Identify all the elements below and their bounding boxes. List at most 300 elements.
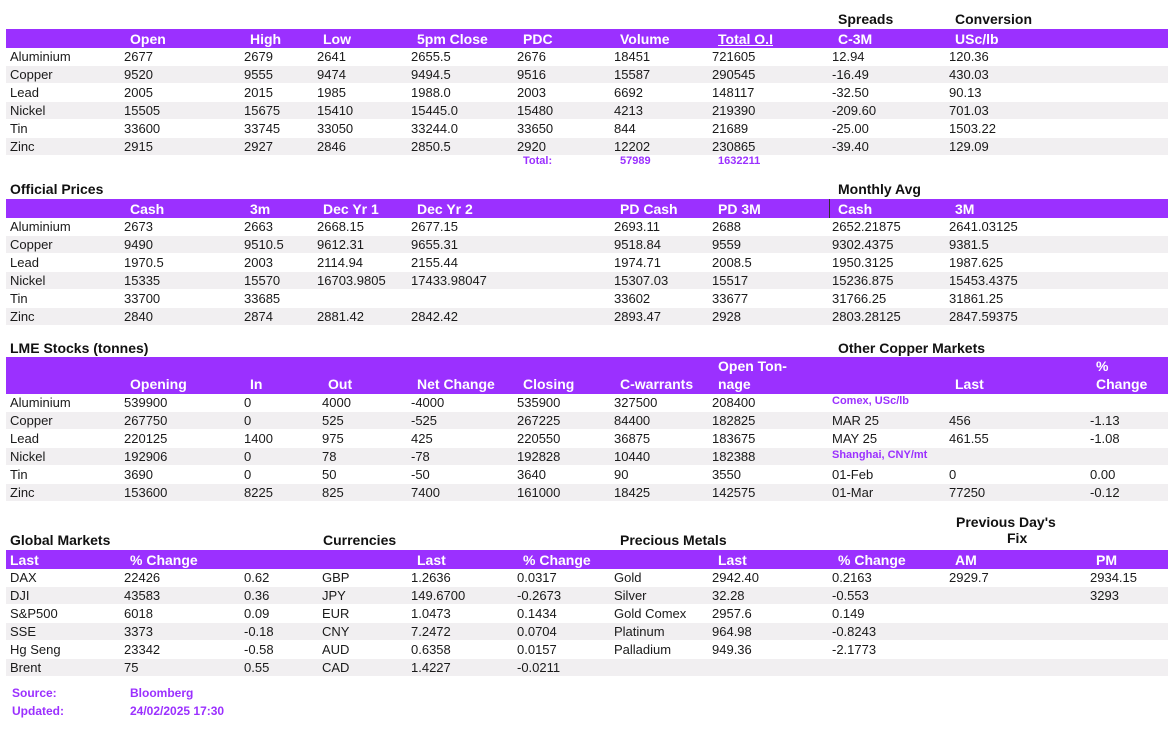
table-cell: -0.553 (832, 588, 869, 603)
table-cell: 2957.6 (712, 606, 752, 621)
col-pd-3m: PD 3M (718, 201, 761, 217)
copper-last: 77250 (949, 485, 986, 500)
col-monthly-cash: Cash (838, 201, 873, 217)
col-high: High (250, 31, 282, 47)
table-cell: 10440 (614, 449, 651, 464)
table-cell: 2676 (517, 49, 546, 64)
table-cell: 2874 (244, 309, 273, 324)
lme-stocks-title: LME Stocks (tonnes) (10, 340, 149, 356)
table-cell: 33677 (712, 291, 749, 306)
table-cell: 2641 (317, 49, 346, 64)
table-cell: 219390 (712, 103, 756, 118)
table-cell: 2840 (124, 309, 153, 324)
table-cell: 2003 (517, 85, 546, 100)
col-copper-last: Last (955, 376, 984, 392)
table-cell: 8225 (244, 485, 273, 500)
table-cell: 1503.22 (949, 121, 996, 136)
table-cell: 120.36 (949, 49, 989, 64)
official-header-band (6, 199, 1168, 218)
table-cell: 2693.11 (614, 219, 661, 234)
table-cell: 1974.71 (614, 255, 661, 270)
stocks-header-band (6, 357, 1168, 394)
table-row (6, 394, 1168, 411)
table-row (6, 659, 1168, 676)
table-cell: 2920 (517, 139, 546, 154)
table-cell: 2927 (244, 139, 273, 154)
col-c-warrants: C-warrants (620, 376, 694, 392)
copper-last: 461.55 (949, 431, 989, 446)
table-cell: -0.18 (244, 624, 274, 639)
table-cell: 22426 (124, 570, 161, 585)
table-cell: CNY (322, 624, 350, 639)
table-cell: 31861.25 (949, 291, 1004, 306)
table-cell: 9381.5 (949, 237, 989, 252)
col-dec-yr1: Dec Yr 1 (323, 201, 379, 217)
metal-name: Tin (10, 121, 28, 136)
table-cell: 15675 (244, 103, 281, 118)
table-cell: 3373 (124, 624, 153, 639)
table-cell: 15587 (614, 67, 651, 82)
table-cell: 15505 (124, 103, 161, 118)
table-row (6, 308, 1168, 325)
table-cell: 2008.5 (712, 255, 752, 270)
table-cell: 2677.15 (411, 219, 458, 234)
table-cell: 3690 (124, 467, 153, 482)
table-cell: -0.8243 (832, 624, 877, 639)
table-cell: 33685 (244, 291, 281, 306)
table-cell: 78 (322, 449, 337, 464)
table-cell: 2655.5 (411, 49, 451, 64)
table-cell: 84400 (614, 413, 651, 428)
col-cash: Cash (130, 201, 165, 217)
table-cell: 15236.875 (832, 273, 894, 288)
table-cell: 2679 (244, 49, 273, 64)
table-cell: 3293 (1090, 588, 1119, 603)
col-currency-last: Last (417, 552, 446, 568)
table-cell: 220125 (124, 431, 168, 446)
table-cell: 267225 (517, 413, 561, 428)
table-cell: 9518.84 (614, 237, 661, 252)
col-pdc: PDC (523, 31, 553, 47)
table-cell: Palladium (614, 642, 672, 657)
col-in: In (250, 376, 263, 392)
table-cell: 142575 (712, 485, 756, 500)
table-cell: 12202 (614, 139, 651, 154)
table-cell: 220550 (517, 431, 561, 446)
table-cell: EUR (322, 606, 350, 621)
source-label: Source: (12, 686, 57, 700)
metal-name: Tin (10, 291, 28, 306)
table-cell: 21689 (712, 121, 749, 136)
table-cell: 2652.21875 (832, 219, 901, 234)
table-cell: 0.2163 (832, 570, 872, 585)
global-header-band (6, 550, 1168, 569)
table-cell: 2928 (712, 309, 741, 324)
metal-name: Aluminium (10, 395, 71, 410)
table-cell: 15480 (517, 103, 554, 118)
col-c-3m: C-3M (838, 31, 873, 47)
col-total-oi: Total O.I (718, 31, 773, 47)
table-cell: 2015 (244, 85, 273, 100)
table-cell: 161000 (517, 485, 561, 500)
table-cell: 0.62 (244, 570, 270, 585)
col-open-tonnage-1: Open Ton- (718, 358, 787, 374)
table-cell: 9510.5 (244, 237, 284, 252)
table-cell: 2668.15 (317, 219, 364, 234)
col-low: Low (323, 31, 351, 47)
table-cell: 2677 (124, 49, 153, 64)
table-row (6, 102, 1168, 119)
table-cell: 2663 (244, 219, 273, 234)
col-closing: Closing (523, 376, 575, 392)
table-cell: DJI (10, 588, 30, 603)
col-5pm-close: 5pm Close (417, 31, 488, 47)
table-cell: 1.2636 (411, 570, 451, 585)
table-cell: 4213 (614, 103, 643, 118)
table-cell: 192828 (517, 449, 561, 464)
table-cell: 18425 (614, 485, 651, 500)
table-cell: 9520 (124, 67, 153, 82)
table-row (6, 569, 1168, 586)
table-cell: 182825 (712, 413, 756, 428)
table-cell: 0.0704 (517, 624, 557, 639)
table-cell: 33700 (124, 291, 161, 306)
table-row (6, 290, 1168, 307)
prev-day-fix-title-2: Fix (1007, 530, 1028, 546)
table-cell: 15410 (317, 103, 354, 118)
table-cell: -0.0211 (517, 660, 561, 675)
metal-name: Lead (10, 431, 39, 446)
table-cell: Hg Seng (10, 642, 61, 657)
metal-name: Zinc (10, 485, 35, 500)
table-cell: 2842.42 (411, 309, 458, 324)
copper-last: 0 (949, 467, 957, 482)
table-cell: 7400 (411, 485, 440, 500)
col-copper-pct-1: % (1096, 358, 1109, 374)
table-cell: 12.94 (832, 49, 865, 64)
table-cell: 2929.7 (949, 570, 989, 585)
table-cell: 1985 (317, 85, 346, 100)
metal-name: Lead (10, 85, 39, 100)
col-out: Out (328, 376, 353, 392)
table-cell: 701.03 (949, 103, 989, 118)
table-cell: 230865 (712, 139, 756, 154)
table-row (6, 484, 1168, 501)
metal-name: Nickel (10, 273, 46, 288)
table-cell: 1987.625 (949, 255, 1004, 270)
table-cell: 6692 (614, 85, 643, 100)
total-volume: 57989 (620, 155, 651, 167)
table-cell: 43583 (124, 588, 161, 603)
table-cell: 0 (244, 413, 252, 428)
global-markets-title: Global Markets (10, 532, 111, 548)
table-cell: 0.6358 (411, 642, 451, 657)
table-cell: 32.28 (712, 588, 745, 603)
table-cell: SSE (10, 624, 37, 639)
table-cell: 15445.0 (411, 103, 458, 118)
col-global-last: Last (10, 552, 39, 568)
table-cell: S&P500 (10, 606, 58, 621)
table-cell: 1.4227 (411, 660, 451, 675)
table-cell: 23342 (124, 642, 161, 657)
col-copper-pct-2: Change (1096, 376, 1148, 392)
col-dec-yr2: Dec Yr 2 (417, 201, 473, 217)
col-currency-change: % Change (523, 552, 591, 568)
table-cell: 2847.59375 (949, 309, 1018, 324)
table-cell: 4000 (322, 395, 351, 410)
table-cell: 535900 (517, 395, 561, 410)
table-cell: 15517 (712, 273, 749, 288)
table-cell: 949.36 (712, 642, 752, 657)
table-cell: 15335 (124, 273, 161, 288)
spreads-title: Spreads (838, 11, 894, 27)
table-cell: 1400 (244, 431, 273, 446)
table-cell: 6018 (124, 606, 153, 621)
table-cell: Gold (614, 570, 642, 585)
table-cell: 90.13 (949, 85, 982, 100)
col-pd-cash: PD Cash (620, 201, 678, 217)
table-cell: 2846 (317, 139, 346, 154)
table-cell: 0.1434 (517, 606, 557, 621)
table-cell: 2641.03125 (949, 219, 1018, 234)
table-cell: 0 (244, 467, 252, 482)
table-cell: 539900 (124, 395, 168, 410)
table-cell: 31766.25 (832, 291, 887, 306)
table-cell: 0.0317 (517, 570, 557, 585)
col-global-change: % Change (130, 552, 198, 568)
prev-day-fix-title-1: Previous Day's (956, 514, 1056, 530)
table-cell: -78 (411, 449, 430, 464)
table-cell: 525 (322, 413, 344, 428)
table-cell: Gold Comex (614, 606, 687, 621)
table-cell: 2893.47 (614, 309, 661, 324)
table-row (6, 430, 1168, 447)
table-row (6, 84, 1168, 101)
table-cell: 0 (244, 449, 252, 464)
col-volume: Volume (620, 31, 670, 47)
table-cell: 153600 (124, 485, 168, 500)
table-cell: 1.0473 (411, 606, 451, 621)
table-cell: 2942.40 (712, 570, 759, 585)
metal-name: Aluminium (10, 49, 71, 64)
table-row (6, 448, 1168, 465)
table-cell: 2688 (712, 219, 741, 234)
market-section-label: Comex, USc/lb (832, 395, 910, 407)
table-cell: -525 (411, 413, 438, 428)
monthly-avg-title: Monthly Avg (838, 181, 921, 197)
table-cell: 2915 (124, 139, 153, 154)
metal-name: Lead (10, 255, 39, 270)
table-cell: -39.40 (832, 139, 869, 154)
metal-name: Copper (10, 413, 53, 428)
copper-change: -0.12 (1090, 485, 1120, 500)
table-row (6, 641, 1168, 658)
updated-label: Updated: (12, 704, 64, 718)
table-row (6, 48, 1168, 65)
col-monthly-3m: 3M (955, 201, 975, 217)
table-cell: 721605 (712, 49, 756, 64)
metal-name: Zinc (10, 309, 35, 324)
col-opening: Opening (130, 376, 187, 392)
contract-label: 01-Feb (832, 467, 874, 482)
other-copper-title: Other Copper Markets (838, 340, 986, 356)
table-cell: 17433.98047 (411, 273, 487, 288)
table-cell: 2003 (244, 255, 273, 270)
table-cell: -209.60 (832, 103, 877, 118)
table-cell: 267750 (124, 413, 168, 428)
table-cell: 15570 (244, 273, 281, 288)
table-cell: 2673 (124, 219, 153, 234)
table-cell: AUD (322, 642, 350, 657)
copper-change: -1.13 (1090, 413, 1120, 428)
col-usc-lb: USc/lb (955, 31, 999, 47)
table-cell: 9612.31 (317, 237, 364, 252)
table-cell: 9516 (517, 67, 546, 82)
table-cell: 129.09 (949, 139, 989, 154)
col-net-change: Net Change (417, 376, 495, 392)
table-cell: Platinum (614, 624, 665, 639)
table-cell: 33650 (517, 121, 554, 136)
table-cell: 2881.42 (317, 309, 364, 324)
table-cell: 844 (614, 121, 636, 136)
table-row (6, 218, 1168, 235)
table-cell: 2934.15 (1090, 570, 1137, 585)
table-cell: 15453.4375 (949, 273, 1018, 288)
table-row (6, 138, 1168, 155)
table-row (6, 587, 1168, 604)
table-cell: 149.6700 (411, 588, 466, 603)
table-cell: 290545 (712, 67, 756, 82)
source-value: Bloomberg (130, 686, 194, 700)
table-cell: 1970.5 (124, 255, 164, 270)
table-cell: -32.50 (832, 85, 869, 100)
table-cell: 16703.9805 (317, 273, 386, 288)
col-fix-pm: PM (1096, 552, 1117, 568)
precious-metals-title: Precious Metals (620, 532, 727, 548)
conversion-title: Conversion (955, 11, 1033, 27)
table-cell: 9302.4375 (832, 237, 894, 252)
table-cell: 964.98 (712, 624, 752, 639)
col-3m: 3m (250, 201, 271, 217)
table-cell: 33745 (244, 121, 281, 136)
table-row (6, 272, 1168, 289)
table-cell: 2803.28125 (832, 309, 901, 324)
table-row (6, 120, 1168, 137)
table-cell: -25.00 (832, 121, 869, 136)
table-cell: 192906 (124, 449, 168, 464)
table-row (6, 254, 1168, 271)
updated-value: 24/02/2025 17:30 (130, 704, 225, 718)
table-cell: 36875 (614, 431, 651, 446)
table-cell: 9474 (317, 67, 346, 82)
table-cell: -16.49 (832, 67, 869, 82)
table-cell: 825 (322, 485, 344, 500)
table-row (6, 412, 1168, 429)
table-cell: 0.149 (832, 606, 865, 621)
table-cell: 90 (614, 467, 629, 482)
table-cell: 0.55 (244, 660, 270, 675)
table-cell: 1950.3125 (832, 255, 894, 270)
table-cell: 33600 (124, 121, 161, 136)
table-cell: 3640 (517, 467, 546, 482)
table-cell: 2114.94 (317, 255, 364, 270)
table-cell: 0 (244, 395, 252, 410)
total-oi: 1632211 (718, 155, 761, 167)
metal-name: Zinc (10, 139, 35, 154)
table-cell: 0.09 (244, 606, 270, 621)
table-cell: 327500 (614, 395, 658, 410)
contract-label: 01-Mar (832, 485, 874, 500)
table-cell: GBP (322, 570, 350, 585)
market-section-label: Shanghai, CNY/mt (832, 449, 928, 461)
table-cell: 0.0157 (517, 642, 557, 657)
table-cell: 15307.03 (614, 273, 669, 288)
table-row (6, 605, 1168, 622)
official-prices-title: Official Prices (10, 181, 104, 197)
table-row (6, 66, 1168, 83)
table-cell: 148117 (712, 85, 755, 100)
table-cell: Brent (10, 660, 42, 675)
col-precious-change: % Change (838, 552, 906, 568)
table-cell: 3550 (712, 467, 741, 482)
contract-label: MAY 25 (832, 431, 878, 446)
table-cell: JPY (322, 588, 346, 603)
table-cell: DAX (10, 570, 37, 585)
table-cell: 975 (322, 431, 344, 446)
table-cell: 9494.5 (411, 67, 451, 82)
table-cell: -0.58 (244, 642, 274, 657)
table-cell: 2005 (124, 85, 153, 100)
prices-header-band (6, 29, 1168, 48)
copper-last: 456 (949, 413, 971, 428)
table-cell: 75 (124, 660, 139, 675)
table-cell: CAD (322, 660, 350, 675)
table-cell: 9555 (244, 67, 273, 82)
table-cell: 9559 (712, 237, 741, 252)
table-cell: 18451 (614, 49, 651, 64)
table-cell: 50 (322, 467, 337, 482)
table-cell: 425 (411, 431, 433, 446)
table-row (6, 623, 1168, 640)
total-label: Total: (523, 155, 553, 167)
metal-name: Nickel (10, 103, 46, 118)
table-cell: 0.36 (244, 588, 270, 603)
table-row (6, 466, 1168, 483)
metal-name: Aluminium (10, 219, 71, 234)
table-cell: 182388 (712, 449, 756, 464)
copper-change: -1.08 (1090, 431, 1120, 446)
table-cell: -2.1773 (832, 642, 877, 657)
table-cell: Silver (614, 588, 647, 603)
contract-label: MAR 25 (832, 413, 879, 428)
monthly-divider (829, 199, 830, 218)
metal-name: Copper (10, 67, 53, 82)
col-open-tonnage-2: nage (718, 376, 751, 392)
table-cell: 2850.5 (411, 139, 451, 154)
table-cell: 2155.44 (411, 255, 458, 270)
table-cell: 430.03 (949, 67, 989, 82)
currencies-title: Currencies (323, 532, 397, 548)
table-cell: -50 (411, 467, 430, 482)
metal-name: Tin (10, 467, 28, 482)
table-cell: 9490 (124, 237, 153, 252)
table-cell: 9655.31 (411, 237, 458, 252)
table-cell: -0.2673 (517, 588, 562, 603)
table-cell: -4000 (411, 395, 445, 410)
table-cell: 33050 (317, 121, 354, 136)
col-fix-am: AM (955, 552, 977, 568)
table-cell: 33244.0 (411, 121, 458, 136)
